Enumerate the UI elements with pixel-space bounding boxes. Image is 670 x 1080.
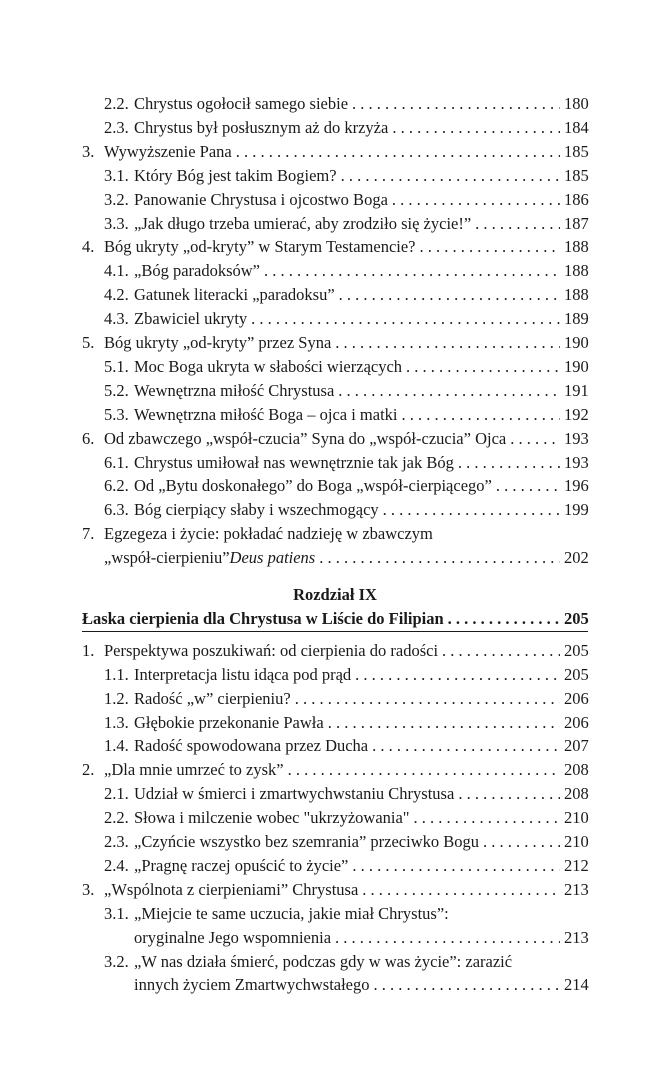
toc-entry	[82, 142, 588, 166]
entry-number: 3.2.	[104, 189, 129, 209]
dot-leader	[264, 261, 560, 281]
toc-entry	[104, 309, 588, 333]
page-number: 199	[564, 500, 589, 520]
entry-title: Perspektywa poszukiwań: od cierpienia do radości	[104, 640, 439, 660]
toc-entry-multiline-cont	[134, 975, 588, 999]
page-number: 212	[564, 855, 589, 875]
dot-leader	[362, 880, 560, 900]
entry-number: 4.2.	[104, 285, 129, 305]
chapter-label: Rozdział IX	[293, 585, 377, 604]
entry-title: Wewnętrzna miłość Boga – ojca i matki	[134, 404, 398, 424]
entry-title: Zbawiciel ukryty	[134, 309, 248, 329]
dot-leader	[458, 784, 560, 804]
page-number: 193	[564, 452, 589, 472]
entry-title: Głębokie przekonanie Pawła	[134, 712, 324, 732]
entry-number: 2.1.	[104, 784, 129, 804]
dot-leader	[355, 665, 560, 685]
entry-title: Panowanie Chrystusa i ojcostwo Boga	[134, 189, 388, 209]
page-number: 190	[564, 356, 589, 376]
toc-entry-multiline	[104, 904, 588, 928]
entry-title: „współ-cierpieniu”	[104, 548, 230, 568]
entry-title: „W nas działa śmierć, podczas gdy w was życie”: zarazić	[134, 951, 513, 971]
page-number: 180	[564, 94, 589, 113]
entry-title: innych życiem Zmartwychwstałego	[134, 975, 370, 995]
page-number: 208	[564, 760, 589, 780]
entry-number: 3.	[82, 879, 95, 899]
dot-leader	[483, 832, 560, 852]
entry-number: 3.	[82, 141, 95, 161]
entry-title: Chrystus ogołocił samego siebie	[134, 94, 349, 113]
entry-title: Gatunek literacki „paradoksu”	[134, 285, 335, 305]
page-number: 186	[564, 189, 589, 209]
entry-number: 2.3.	[104, 832, 129, 851]
entry-title: Radość spowodowana przez Ducha	[134, 736, 369, 756]
toc-entry	[82, 641, 588, 665]
toc-entry	[104, 285, 588, 309]
toc-entry	[82, 333, 588, 357]
entry-title: Wywyższenie Pana	[104, 141, 232, 161]
entry-title: „Pragnę raczej opuścić to życie”	[134, 855, 349, 875]
toc-entry	[104, 405, 588, 429]
entry-title: Chrystus umiłował nas wewnętrznie tak jak Bóg	[134, 452, 454, 472]
toc-entry	[104, 856, 588, 880]
entry-number: 3.1.	[104, 903, 129, 923]
page-number: 213	[564, 879, 589, 899]
chapter-title-row	[82, 609, 588, 633]
entry-title: „Wspólnota z cierpieniami” Chrystusa	[104, 879, 359, 899]
dot-leader	[338, 381, 560, 401]
entry-number: 5.3.	[104, 404, 129, 424]
page-number: 214	[564, 975, 589, 995]
entry-title: Moc Boga ukryta w słabości wierzących	[134, 356, 403, 376]
entry-title: „Miejcie te same uczucia, jakie miał Chrystus”:	[134, 903, 449, 923]
toc-entry	[104, 476, 588, 500]
toc-entry	[104, 453, 588, 477]
dot-leader	[392, 118, 560, 138]
dot-leader	[328, 713, 560, 733]
page-number: 205	[564, 640, 589, 660]
entry-title: Od „Bytu doskonałego” do Boga „współ-cierpiącego”	[134, 476, 492, 496]
dot-leader	[383, 500, 560, 520]
entry-number: 6.2.	[104, 476, 129, 496]
dot-leader	[352, 94, 560, 114]
entry-number: 2.	[82, 760, 95, 780]
entry-number: 3.1.	[104, 165, 129, 185]
page-number: 185	[564, 141, 589, 161]
dot-leader	[406, 357, 560, 377]
chapter-rule	[82, 631, 588, 632]
dot-leader	[448, 609, 560, 629]
toc-entry	[104, 357, 588, 381]
page-number: 208	[564, 784, 589, 804]
entry-title: Od zbawczego „współ-czucia” Syna do „współ-czucia” Ojca	[104, 428, 507, 448]
entry-number: 6.	[82, 428, 95, 448]
entry-title: „Czyńcie wszystko bez szemrania” przeciwko Bogu	[134, 832, 479, 851]
toc-entry	[82, 760, 588, 784]
page-number: 207	[564, 736, 589, 756]
entry-title: Bóg ukryty „od-kryty” w Starym Testamencie?	[104, 237, 416, 257]
page-number: 188	[564, 285, 589, 305]
page-number: 189	[564, 309, 589, 329]
entry-number: 1.4.	[104, 736, 129, 756]
page-number: 188	[564, 261, 589, 281]
entry-number: 3.3.	[104, 213, 129, 233]
toc-entry-7-cont	[104, 548, 588, 572]
entry-number: 7.	[82, 524, 95, 544]
entry-title-italic: Deus patiens	[229, 548, 316, 568]
entry-title: Egzegeza i życie: pokładać nadzieję w zbawczym	[104, 524, 433, 544]
entry-number: 3.2.	[104, 951, 129, 971]
dot-leader	[236, 142, 560, 162]
entry-number: 2.2.	[104, 808, 129, 828]
entry-number: 1.	[82, 640, 95, 660]
toc-entry	[104, 261, 588, 285]
entry-number: 1.3.	[104, 712, 129, 732]
entry-number: 1.1.	[104, 664, 129, 684]
dot-leader	[442, 641, 560, 661]
page-number: 210	[564, 808, 589, 828]
entry-title: Radość „w” cierpieniu?	[134, 688, 291, 708]
page-number: 202	[564, 548, 589, 568]
toc-entry	[104, 94, 588, 118]
entry-number: 4.	[82, 237, 95, 257]
page-number: 184	[564, 117, 589, 137]
entry-title: Wewnętrzna miłość Chrystusa	[134, 380, 335, 400]
entry-number: 4.3.	[104, 309, 129, 329]
toc-entry	[82, 880, 588, 904]
dot-leader	[402, 405, 560, 425]
toc-entry	[104, 500, 588, 524]
toc-entry	[104, 736, 588, 760]
entry-number: 5.1.	[104, 356, 129, 376]
dot-leader	[414, 808, 560, 828]
page-number: 187	[564, 213, 589, 233]
dot-leader	[372, 736, 560, 756]
dot-leader	[341, 166, 560, 186]
page-number: 185	[564, 165, 589, 185]
page-number: 210	[564, 832, 589, 851]
entry-number: 2.4.	[104, 855, 129, 875]
page-number: 206	[564, 712, 589, 732]
dot-leader	[339, 285, 560, 305]
page-number: 188	[564, 237, 589, 257]
entry-title: Słowa i milczenie wobec "ukrzyżowania"	[134, 808, 410, 828]
page-number: 192	[564, 404, 589, 424]
toc-entry-7	[82, 524, 588, 548]
toc-entry	[104, 832, 588, 856]
toc-entry	[104, 665, 588, 689]
dot-leader	[251, 309, 560, 329]
dot-leader	[335, 333, 560, 353]
toc-entry-multiline	[104, 952, 588, 976]
toc-entry	[104, 214, 588, 238]
dot-leader	[288, 760, 560, 780]
page-number: 206	[564, 688, 589, 708]
dot-leader	[374, 975, 560, 995]
dot-leader	[496, 476, 560, 496]
toc-entry	[82, 237, 588, 261]
page-number: 190	[564, 333, 589, 352]
entry-title: „Bóg paradoksów”	[134, 261, 261, 281]
toc-entry	[104, 784, 588, 808]
toc-entry	[104, 166, 588, 190]
dot-leader	[510, 429, 560, 449]
entry-title: Który Bóg jest takim Bogiem?	[134, 165, 337, 185]
toc-entry	[104, 689, 588, 713]
entry-number: 4.1.	[104, 261, 129, 281]
entry-title: Udział w śmierci i zmartwychwstaniu Chrystusa	[134, 784, 455, 804]
entry-title: Bóg cierpiący słaby i wszechmogący	[134, 500, 379, 520]
page-number: 196	[564, 476, 589, 496]
entry-number: 2.3.	[104, 117, 129, 137]
dot-leader	[295, 689, 560, 709]
entry-number: 5.2.	[104, 380, 129, 400]
entry-number: 5.	[82, 333, 95, 352]
page-number: 205	[564, 664, 589, 684]
page-number: 191	[564, 380, 589, 400]
dot-leader	[420, 237, 560, 257]
toc-entry	[104, 118, 588, 142]
entry-title: „Dla mnie umrzeć to zysk”	[104, 760, 284, 780]
dot-leader	[352, 856, 560, 876]
toc-entry	[104, 713, 588, 737]
toc-entry	[104, 190, 588, 214]
entry-title: oryginalne Jego wspomnienia	[134, 927, 332, 947]
entry-number: 1.2.	[104, 688, 129, 708]
toc-entry	[104, 381, 588, 405]
entry-title: Interpretacja listu idąca pod prąd	[134, 664, 352, 684]
dot-leader	[458, 453, 560, 473]
chapter-title: Łaska cierpienia dla Chrystusa w Liście do Filipian	[82, 608, 444, 628]
toc-entry	[104, 808, 588, 832]
entry-number: 6.3.	[104, 500, 129, 520]
entry-number: 2.2.	[104, 94, 129, 113]
entry-number: 6.1.	[104, 452, 129, 472]
entry-title: „Jak długo trzeba umierać, aby zrodziło się życie!”	[134, 213, 472, 233]
entry-title: Bóg ukryty „od-kryty” przez Syna	[104, 333, 332, 352]
toc-entry-multiline-cont	[134, 928, 588, 952]
dot-leader	[392, 190, 560, 210]
dot-leader	[335, 928, 560, 948]
entry-title: Chrystus był posłusznym aż do krzyża	[134, 117, 389, 137]
page-number: 213	[564, 927, 589, 947]
page-number: 193	[564, 428, 589, 448]
toc-entry	[82, 429, 588, 453]
dot-leader	[319, 548, 560, 568]
page-number: 205	[564, 608, 589, 628]
dot-leader	[475, 214, 560, 234]
